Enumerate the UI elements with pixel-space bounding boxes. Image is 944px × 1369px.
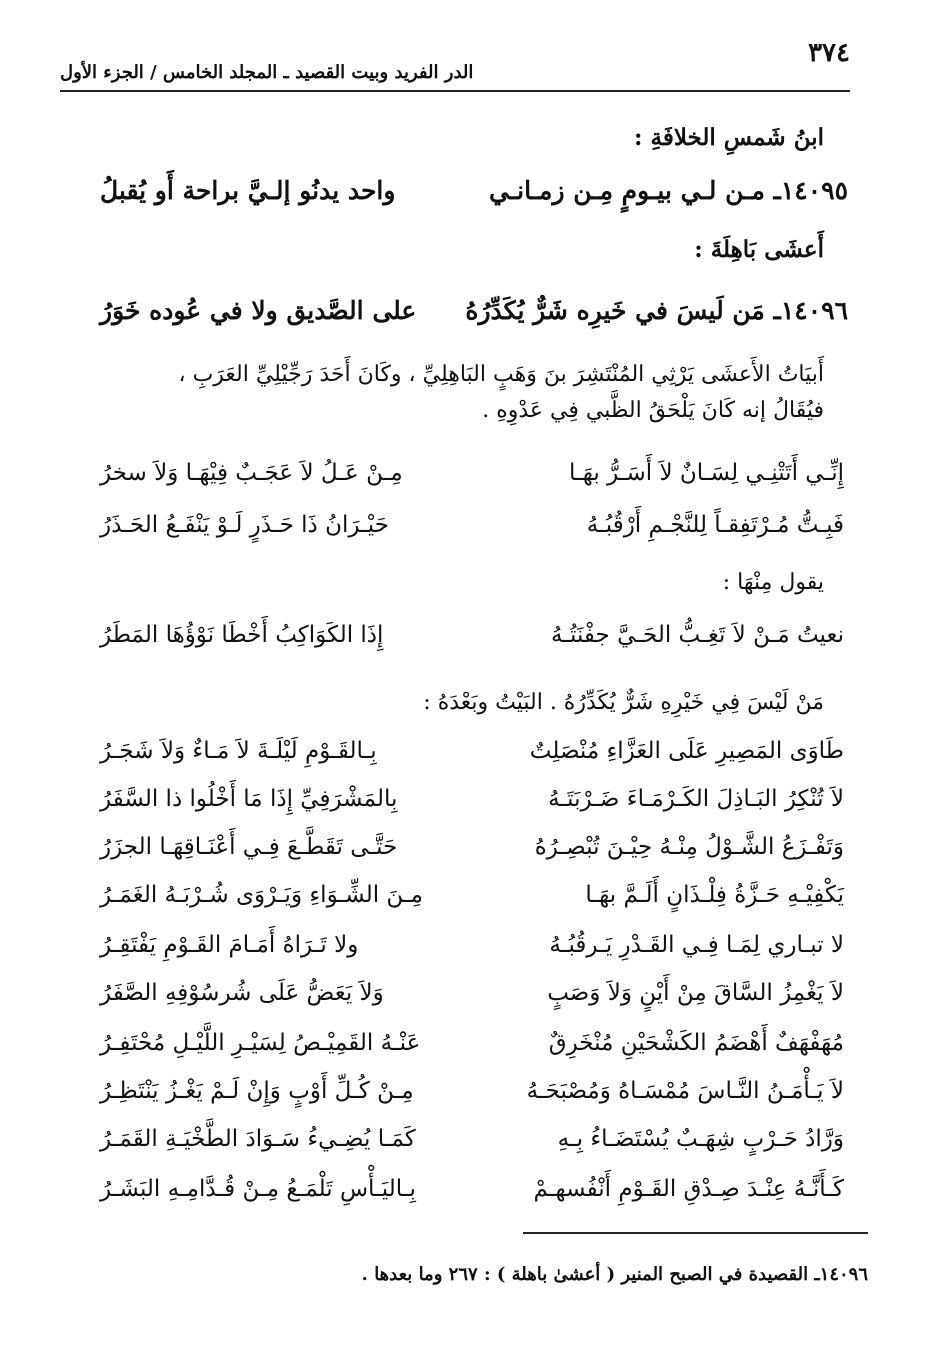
verse-14095-first-hemistich: ١٤٠٩٥ـ مـن لـي بيـومٍ مِـن زمـانـي — [489, 176, 848, 205]
first-hemistich: إِنِّـي أَتَتْنِـي لِسَـانٌ لاَ أَسَـرُّ بهَـا — [569, 460, 844, 486]
verse-14095-second-hemistich: واحد يدنُو إلـيَّ براحة أَو يُقبلُ — [100, 176, 396, 205]
second-hemistich: مِـنَ الشِّـوَاءِ وَيَـرْوَى شُـرْبَـهُ الغَمَـرُ — [100, 882, 423, 908]
poet-name-asha-bahila: أَعشَى بَاهِلَةَ : — [694, 236, 824, 263]
first-hemistich: فَبِـتُّ مُـرْتَفِقـاً لِلنَّجْـمِ أَرْقُبُـهُ — [586, 512, 844, 538]
second-hemistich: بِـالقَـوْمِ لَيْلَـةَ لاَ مَـاءٌ وَلاَ شَجَـرُ — [100, 738, 377, 764]
first-hemistich: كَـأَنَّـهُ عِنْـدَ صِـدْقِ القَـوْمِ أَنْفُسهـمْ — [533, 1176, 844, 1202]
poem-verse — [100, 1030, 844, 1070]
first-hemistich: يَكْفِيْـهِ حَـزَّةُ فِلْـذَانٍ أَلَـمَّ بهَـا — [585, 882, 844, 908]
second-hemistich: عَنْـهُ القَمِيْـصُ لِسَيْـرِ اللَّيْـلِ مُحْتَفِـرُ — [100, 1030, 421, 1056]
poem-verse — [100, 980, 844, 1020]
poem-verse — [100, 882, 844, 922]
first-hemistich: لاَ يَغْمِزُ السَّاقَ مِنْ أَيْنٍ وَلاَ وَصَبٍ — [547, 980, 844, 1006]
first-hemistich: لاَ تُنْكِرُ البَـاذِلَ الكَـرْمَـاءَ ضَـرْبَتَـهُ — [548, 786, 844, 812]
footnote: ١٤٠٩٦ـ القصيدة في الصبح المنير ( أعشىٰ باهلة ) : ٢٦٧ وما بعدها . — [361, 1264, 868, 1285]
footnote-divider — [523, 1232, 868, 1234]
first-hemistich: طَاوَى المَصِيرِ عَلَى العَزَّاءِ مُنْصَلِتٌ — [529, 738, 844, 764]
prose-verse-and-after: مَنْ لَيْسَ فِي خَيْرِهِ شَرٌّ يُكَدِّرُهُ . البَيْتُ وبَعْدَهُ : — [423, 690, 824, 715]
second-hemistich: ولا تَـرَاهُ أَمَـامَ القَـوْمِ يَفْتَقِـرُ — [100, 932, 359, 958]
second-hemistich: بِـاليَـأْسِ تَلْمَـعُ مِـنْ قُـدَّامِـهِ البَشَـرُ — [100, 1176, 416, 1202]
first-hemistich: وَرَّادُ حَـرْبٍ شِهَـبٌ يُسْتَضَـاءُ بِـهِ — [557, 1126, 844, 1152]
first-hemistich: لاَ يَـأْمَـنُ النَّـاسَ مُمْسَـاهُ وَمُصْبَحَـهُ — [526, 1078, 844, 1104]
first-hemistich: لا تبـاري لِمَـا فِـي القَـدْرِ يَـرقُبُـهُ — [549, 932, 844, 958]
prose-says-from-it: يقول مِنْهَا : — [722, 570, 824, 595]
first-hemistich: وَتَفْـزَعُ الشَّـوْلُ مِنْـهُ حِيْـنَ تُبْصِـرُهُ — [534, 834, 844, 860]
poet-name-ibn-shams: ابنُ شَمسِ الخلافَةِ : — [634, 124, 824, 151]
poem-verse — [100, 512, 844, 552]
prose-intro-line-1: أَبيَاتُ الأَعشَى يَرْثِي المُنْتَشِرَ بنَ وَهَبٍ البَاهِلِيِّ ، وكَانَ أَحَدَ رَجِّيْلِيِّ العَرَبِ ، — [178, 362, 824, 387]
second-hemistich: وَلاَ يَعَضُّ عَلَى شُرسُوْفِهِ الصَّفَرُ — [100, 980, 384, 1006]
page-header — [60, 38, 850, 92]
second-hemistich: مِـنْ عَـلُ لاَ عَجَـبٌ فِيْهَـا وَلاَ سخرُ — [100, 460, 403, 486]
poem-verse — [100, 1176, 844, 1216]
verse-14096 — [100, 296, 848, 336]
verse-14095 — [100, 176, 848, 216]
first-hemistich: نعيتُ مَـنْ لاَ تَغِـبُّ الحَـيَّ جفْنَتُـهُ — [550, 622, 844, 648]
poem-verse — [100, 1126, 844, 1166]
second-hemistich: إِذَا الكَوَاكِبُ أَخْطَا نَوْؤُهَا المَطَرُ — [100, 622, 384, 648]
second-hemistich: حَيْـرَانُ ذَا حَـذَرٍ لَـوْ يَنْفَـعُ الحَـذَرُ — [100, 512, 389, 538]
poem-verse — [100, 460, 844, 500]
prose-intro-line-2: فيُقَالُ إنه كَانَ يَلْحَقُ الظَّبي فِي عَدْوِهِ . — [482, 398, 824, 423]
poem-verse — [100, 1078, 844, 1118]
verse-14096-second-hemistich: على الصَّديق ولا في عُوده خَوَرُ — [100, 296, 417, 325]
poem-verse — [100, 834, 844, 874]
poem-verse — [100, 932, 844, 972]
poem-verse — [100, 786, 844, 826]
first-hemistich: مُهَفْهَفٌ أَهْضَمُ الكَشْحَيْنِ مُنْخَرِقٌ — [548, 1030, 844, 1056]
second-hemistich: حَتَّـى تَقَطَّـعَ فِـي أَعْنَـاقِهَـا الجزَرُ — [100, 834, 398, 860]
poem-verse — [100, 622, 844, 662]
second-hemistich: بِالمَشْرَفِيِّ إِذَا مَا أَخْلُوا ذا السَّفَرُ — [100, 786, 398, 812]
running-title: الدر الفريد وبيت القصيد ـ المجلد الخامس / الجزء الأول — [60, 62, 474, 83]
poem-verse — [100, 738, 844, 778]
verse-14096-first-hemistich: ١٤٠٩٦ـ مَن لَيسَ في خَيرِه شَرٌّ يُكَدِّرُهُ — [465, 296, 848, 325]
second-hemistich: كَمَـا يُضِـيءُ سَـوَادَ الطَّخْيَـةِ القَمَـرُ — [100, 1126, 416, 1152]
second-hemistich: مِـنْ كُـلِّ أَوْبٍ وَإِنْ لَـمْ يَغْـزُ يَنْتَظِـرُ — [100, 1078, 414, 1104]
page-number: ٣٧٤ — [808, 38, 850, 68]
